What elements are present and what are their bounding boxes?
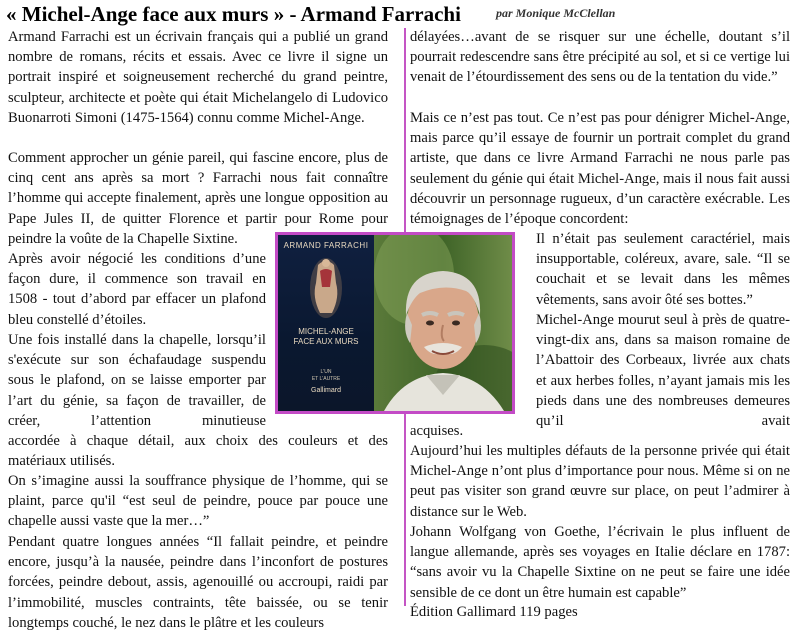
right-paragraph-1: délayées…avant de se risquer sur une échelle, doutant s’il pourrait redescendre sans être précipité au sol, et si ce vertige lui venait de l’étourdissement des sens ou de la tentation du vide.” [410,29,790,86]
cover-sculpture-illustration [300,253,352,323]
author-byline: par Monique McClellan [496,6,616,20]
article-title: « Michel-Ange face aux murs » - Armand Farrachi [6,2,461,26]
cover-title: MICHEL-ANGE FACE AUX MURS [293,327,359,346]
right-paragraph-3-bottom: acquises. [410,423,464,439]
cover-collection: L'UN ET L'AUTRE [311,369,341,382]
right-paragraph-5: Johann Wolfgang von Goethe, l’écrivain le plus influent de langue allemande, après ses voyages en Italie déclare en 1787: “sans avoir vu la Chapelle Sixtine on ne peut se faire une idée sensible de ce dont un être humain est capable” [410,524,790,601]
left-paragraph-3: Après avoir négocié les conditions d’une façon dure, il commence son travail en 1508 - tout d’abord par effacer un plafond bleu constellé d’étoiles. [8,251,266,328]
cover-author: ARMAND FARRACHI [283,241,369,250]
left-paragraph-4-bottom: accordée à chaque détail, aux choix des couleurs et des matériaux utilisés. [8,433,388,470]
left-paragraph-5: On s’imagine aussi la souffrance physique de l’homme, qui se plaint, parce qu'il “est seul de peindre, pouce par pouce une chapelle aussi vaste que la mer…” [8,473,388,530]
right-paragraph-3-top: Michel-Ange mourut seul à près de quatre-vingt-dix ans, dans sa maison romaine de l’Abattoir des Corbeaux, livrée aux chats et aux herbes folles, n’ayant jamais mis les pieds dans une des nombreuses demeures qu’il avait [536,312,790,430]
left-paragraph-1: Armand Farrachi est un écrivain français qui a publié un grand nombre de romans, récits et essais. Avec ce livre il signe un portrait inspiré et soigneusement recherché du grand peintre, sculpteur, architecte et poète qui était Michelangelo di Ludovico Buonarroti Simoni (1475-1564) connu comme Michel-Ange. [8,29,388,126]
author-portrait-photo [374,235,512,411]
right-paragraph-2-bottom: Il n’était pas seulement caractériel, mais insupportable, coléreux, avare, sale. “Il se couchait et se levait dans les mêmes vêtements, sans avoir ôté ses bottes.” [536,231,790,308]
left-paragraph-2: Comment approcher un génie pareil, qui fascine encore, plus de cinq cent ans après sa mort ? Farrachi nous fait connaître l’homme qui accepte finalement, après une longue opposition au Pape Jules II, de quitter Florence et partir pour Rome pour peindre la voûte de la Chapelle Sixtine. [8,150,388,247]
left-paragraph-6: Pendant quatre longues années “Il fallait peindre, et peindre encore, jusqu’à la nausée, peindre dans l’inconfort de postures forcées, peindre debout, assis, agenouillé ou accroupi, raidi par l’immobilité, muscles contraints, tête baissée, ou se tenir longtemps couché, le nez dans le plâtre et les couleurs [8,534,388,631]
cover-publisher: Gallimard [311,387,341,394]
right-paragraph-4: Aujourd’hui les multiples défauts de la personne privée qui était Michel-Ange n’ont plus d’importance pour nous. Même si on ne peut pas visiter son grand œuvre sur place, on peut l’admirer à distance sur le Web. [410,443,790,520]
right-paragraph-2-top: Mais ce n’est pas tout. Ce n’est pas pour dénigrer Michel-Ange, mais parce qu’il essaye de fournir un portrait complet du grand artiste, que dans ce livre Armand Farrachi ne nous parle pas seulement du génie qui était Michel-Ange, mais il nous fait aussi découvrir un personnage rugueux, d’un caractère exécrable. Les témoignages de l’époque concordent: [410,110,790,228]
right-paragraph-6: Édition Gallimard 119 pages [410,604,578,620]
book-cover-image [278,235,374,411]
illustration-frame [275,232,515,414]
left-paragraph-4-top: Une fois installé dans la chapelle, lorsqu’il s'exécute sur son échafaudage suspendu sous le plafond, on se laisse emporter par l’art du génie, sa façon de travailler, de créer, l’attention minutieuse [8,332,266,429]
